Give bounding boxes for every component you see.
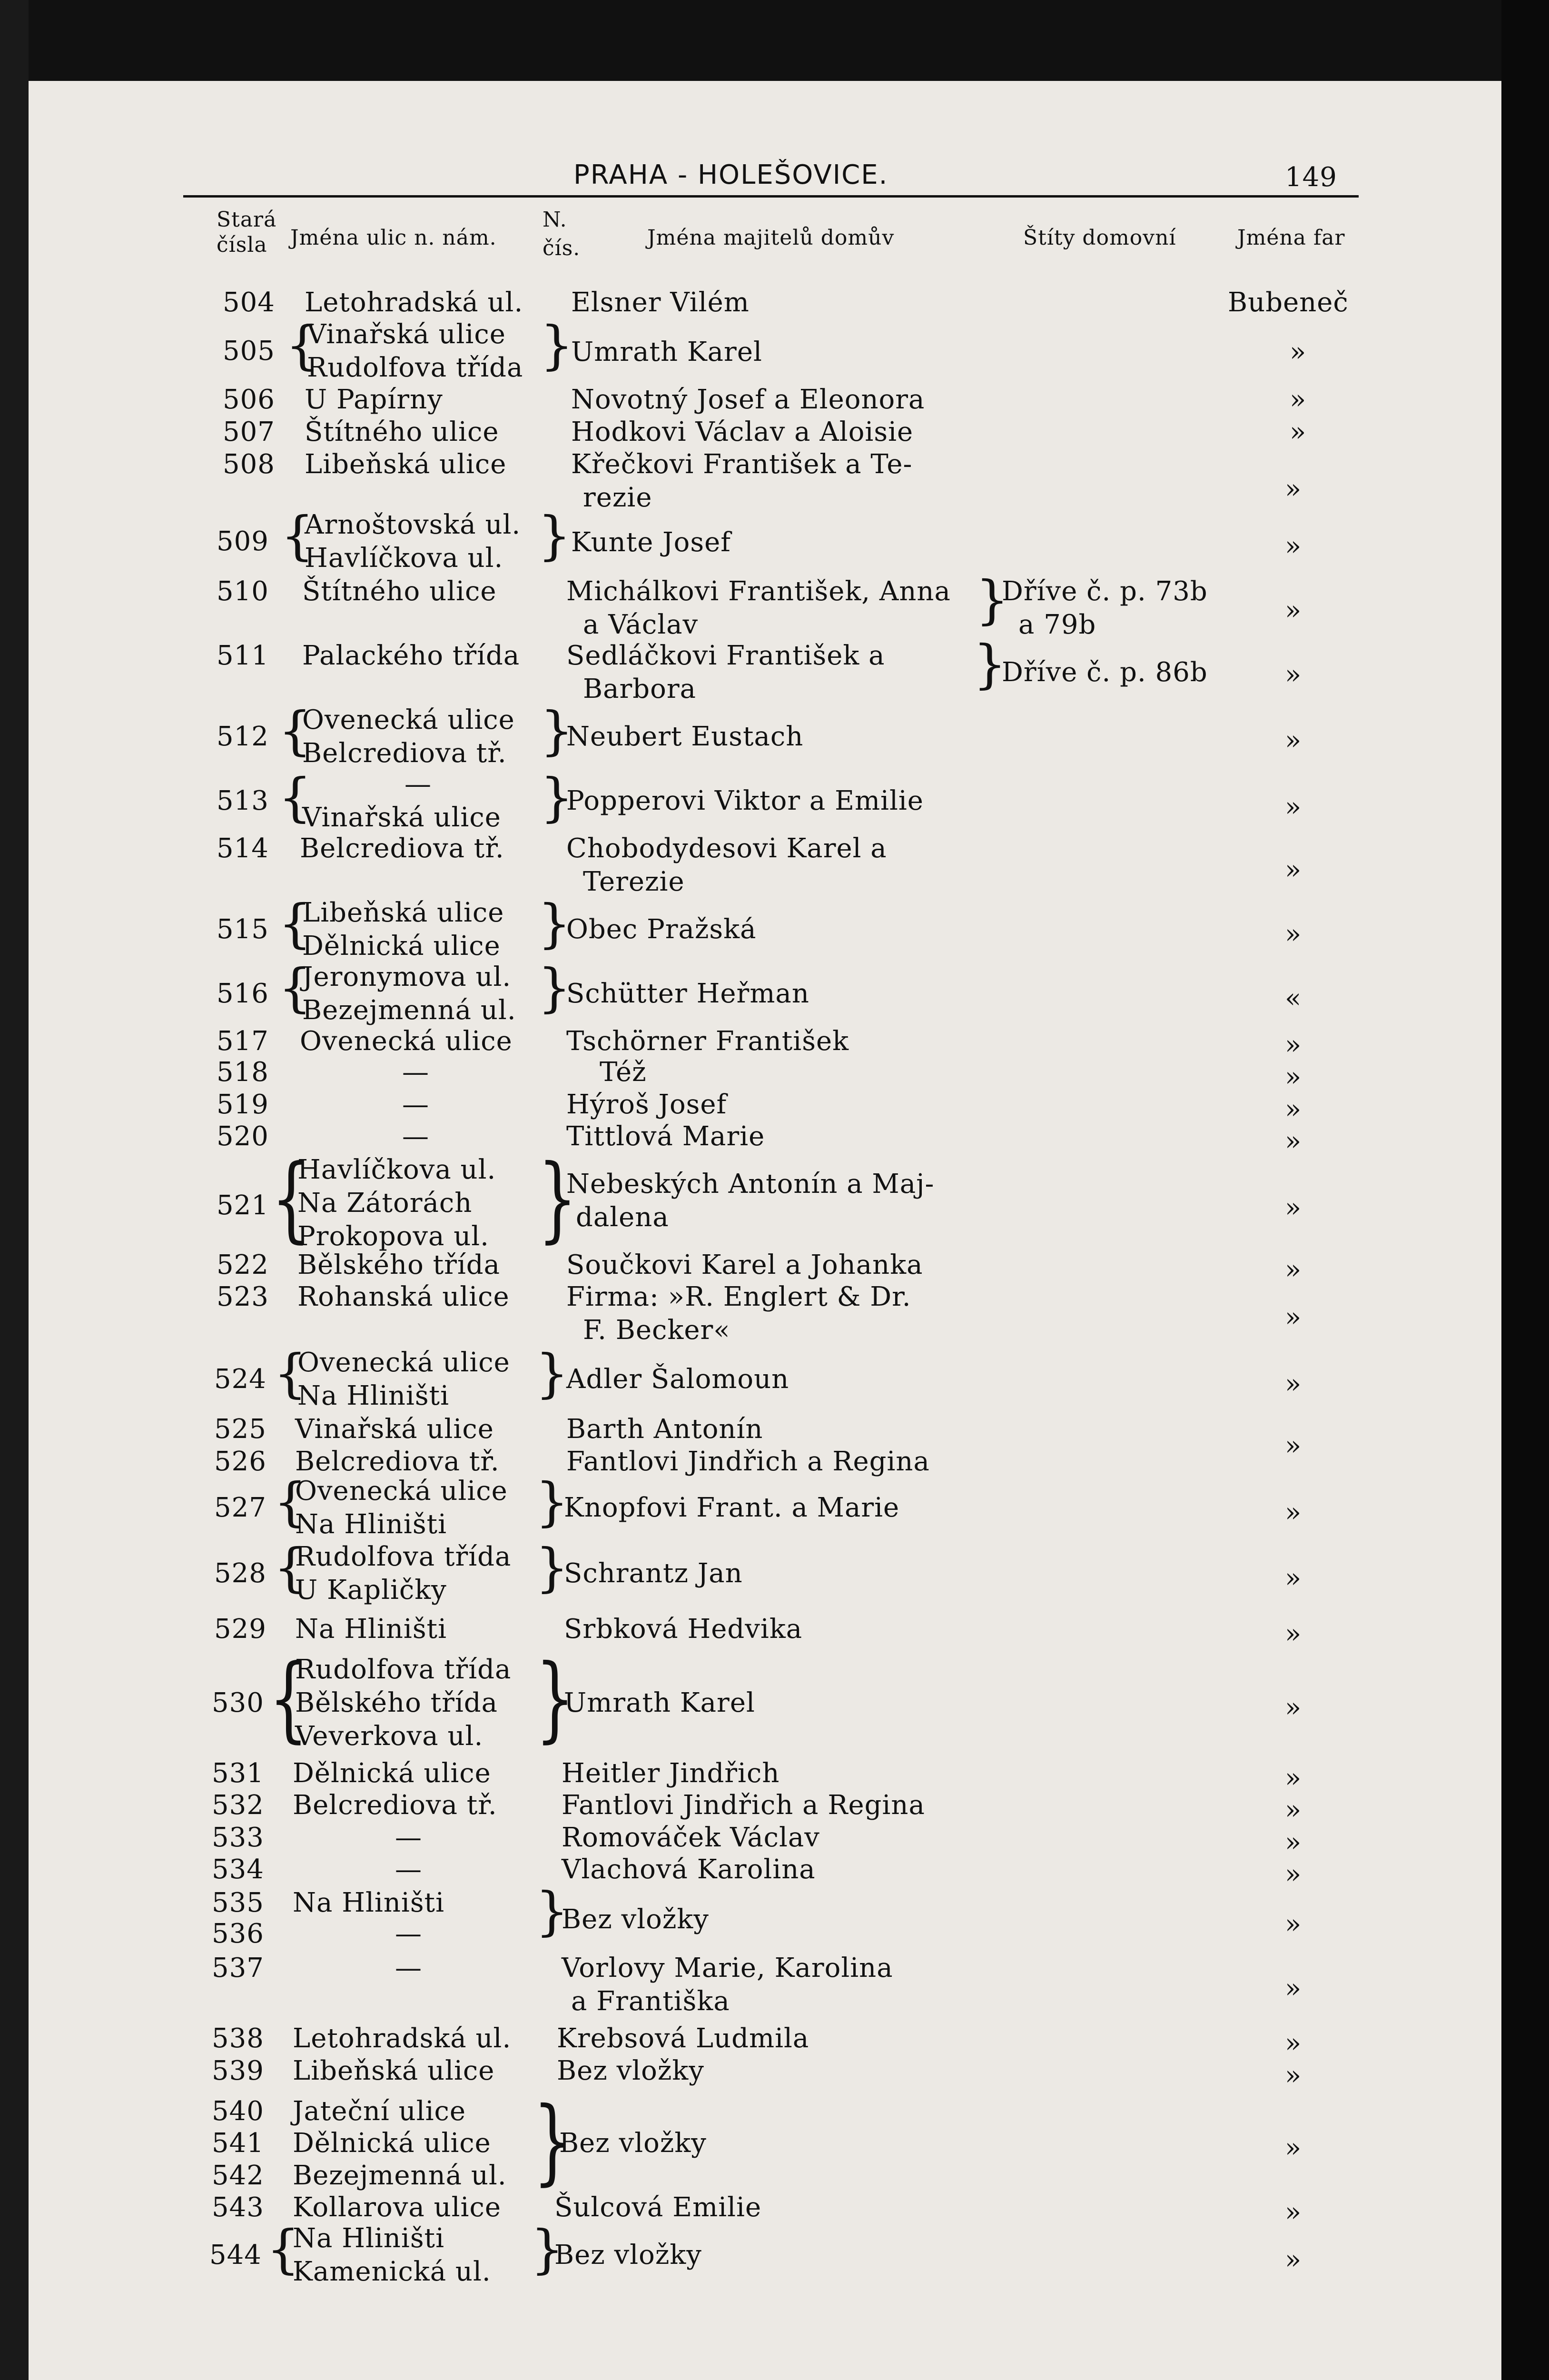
left-brace: { — [271, 1144, 311, 1253]
owner-name: Tittlová Marie — [566, 1121, 765, 1152]
owner-name: Heitler Jindřich — [562, 1758, 780, 1789]
owner-name: Vorlovy Marie, Karolina — [562, 1953, 893, 1983]
owner-name: Bez vložky — [559, 2128, 707, 2159]
ditto-mark: » — [1285, 1618, 1302, 1649]
owner-name: Bez vložky — [557, 2055, 704, 2086]
row-number: 507 — [223, 416, 275, 447]
ditto-mark: » — [1285, 919, 1302, 950]
street-name: Štítného ulice — [302, 576, 497, 607]
ditto-mark: » — [1285, 1430, 1302, 1461]
street-name: Belcrediova tř. — [300, 833, 504, 864]
street-name: Na Hliništi — [295, 1614, 447, 1645]
street-name: Ovenecká ulice — [302, 704, 515, 735]
owner-name: Chobodydesovi Karel a — [566, 833, 887, 864]
street-name: Kollarova ulice — [293, 2192, 501, 2223]
street-name: Vinařská ulice — [295, 1414, 494, 1445]
owner-name: Popperovi Viktor a Emilie — [566, 785, 924, 816]
street-name: Dělnická ulice — [293, 1758, 491, 1789]
ditto-mark: » — [1285, 1795, 1302, 1825]
col-stara-1: Stará — [217, 208, 277, 232]
col-ulice: Jména ulic n. nám. — [290, 226, 497, 250]
street-name: Bělského třída — [297, 1250, 501, 1280]
ditto-mark: » — [1285, 595, 1302, 626]
street-name: Libeňská ulice — [302, 897, 504, 928]
owner-name: Elsner Vilém — [571, 287, 750, 318]
ditto-mark: » — [1285, 2197, 1302, 2228]
row-number: 527 — [214, 1492, 266, 1523]
owner-name: Šulcová Emilie — [554, 2192, 762, 2223]
right-brace: } — [531, 2219, 564, 2280]
street-name: Ovenecká ulice — [297, 1347, 510, 1378]
ditto-mark: » — [1285, 1763, 1302, 1794]
ditto-mark: » — [1290, 416, 1307, 447]
row-number: 528 — [214, 1558, 266, 1589]
left-brace: { — [278, 767, 312, 828]
street-name: Vinařská ulice — [307, 319, 506, 350]
left-brace: { — [281, 505, 314, 566]
row-number: 544 — [209, 2240, 262, 2271]
row-number: 517 — [217, 1026, 269, 1057]
ditto-mark: » — [1285, 1563, 1302, 1594]
row-number: 539 — [212, 2055, 264, 2086]
row-number: 541 — [212, 2128, 264, 2159]
owner-name: Vlachová Karolina — [562, 1854, 816, 1885]
row-number: 518 — [217, 1057, 269, 1088]
owner-name: Knopfovi Frant. a Marie — [564, 1492, 900, 1523]
page-title: PRAHA - HOLEŠOVICE. — [573, 159, 888, 190]
left-brace: { — [278, 700, 312, 761]
note: a 79b — [1018, 609, 1096, 640]
row-number: 533 — [212, 1822, 264, 1853]
row-number: 523 — [217, 1281, 269, 1312]
street-name: U Papírny — [305, 384, 443, 415]
right-brace: } — [538, 1144, 577, 1253]
street-name: Štítného ulice — [305, 416, 499, 447]
street-name: Palackého třída — [302, 640, 520, 671]
ditto-mark: » — [1290, 337, 1307, 367]
owner-name: Fantlovi Jindřich a Regina — [562, 1790, 925, 1821]
row-number: 524 — [214, 1364, 266, 1395]
owner-name: Nebeských Antonín a Maj- — [566, 1169, 935, 1200]
row-number: 530 — [212, 1687, 264, 1718]
ditto-mark: » — [1285, 854, 1302, 885]
right-brace: } — [540, 315, 573, 376]
street-name: Veverkova ul. — [295, 1721, 483, 1752]
owner-name: Bez vložky — [562, 1904, 709, 1935]
note: Dříve č. p. 86b — [1002, 657, 1208, 688]
street-name: Na Hliništi — [295, 1509, 447, 1540]
row-number: 511 — [217, 640, 269, 671]
dash: — — [402, 1121, 429, 1152]
note: Dříve č. p. 73b — [1002, 576, 1208, 607]
ditto-mark: » — [1285, 1094, 1302, 1125]
left-brace: { — [286, 315, 319, 376]
row-number: 520 — [217, 1121, 269, 1152]
owner-name: Součkovi Karel a Johanka — [566, 1250, 923, 1280]
dash: — — [402, 1089, 429, 1120]
street-name: Ovenecká ulice — [300, 1026, 513, 1057]
col-stara-2: čísla — [217, 233, 267, 257]
right-brace: } — [535, 1537, 569, 1598]
ditto-mark: » — [1285, 1909, 1302, 1940]
street-name: Belcrediova tř. — [302, 738, 507, 769]
right-brace: } — [538, 957, 571, 1018]
row-number: 538 — [212, 2023, 264, 2054]
ditto-mark: » — [1285, 2060, 1302, 2091]
owner-name: rezie — [583, 482, 652, 513]
street-name: Arnoštovská ul. — [305, 509, 521, 540]
left-brace: { — [274, 1343, 307, 1404]
owner-name: Barth Antonín — [566, 1414, 763, 1445]
ditto-mark: » — [1285, 531, 1302, 562]
ditto-mark: » — [1285, 1827, 1302, 1858]
street-name: Na Hliništi — [293, 1887, 444, 1918]
ditto-mark: » — [1285, 1497, 1302, 1528]
left-brace: { — [278, 957, 312, 1018]
right-brace: } — [538, 893, 571, 954]
street-name: Bezejmenná ul. — [293, 2160, 507, 2191]
ditto-mark: » — [1285, 792, 1302, 823]
ditto-mark: » — [1285, 2028, 1302, 2059]
ditto-mark: » — [1285, 1126, 1302, 1157]
col-majitel: Jména majitelů domův — [647, 226, 895, 250]
owner-name: Křečkovi František a Te- — [571, 449, 913, 480]
ditto-mark: » — [1285, 1254, 1302, 1285]
street-name: Kamenická ul. — [293, 2256, 491, 2287]
left-brace: { — [266, 2219, 300, 2280]
owner-name: Sedláčkovi František a — [566, 640, 885, 671]
right-brace: } — [535, 1471, 569, 1532]
row-number: 531 — [212, 1758, 264, 1789]
owner-name: Bez vložky — [554, 2240, 702, 2271]
ditto-mark: » — [1285, 1192, 1302, 1223]
owner-name: Michálkovi František, Anna — [566, 576, 951, 607]
left-brace: { — [278, 893, 312, 954]
row-number: 543 — [212, 2192, 264, 2223]
row-number: 505 — [223, 336, 275, 367]
left-brace: { — [274, 1471, 307, 1532]
street-name: Jeronymova ul. — [302, 962, 512, 992]
owner-name: Romováček Václav — [562, 1822, 820, 1853]
ditto-mark: « — [1285, 983, 1302, 1014]
right-brace: } — [533, 2086, 572, 2195]
owner-name: Obec Pražská — [566, 914, 757, 945]
ditto-mark: » — [1285, 474, 1302, 505]
row-number: 540 — [212, 2096, 264, 2127]
ditto-mark: » — [1285, 725, 1302, 756]
ditto-mark: » — [1285, 1973, 1302, 2004]
row-number: 535 — [212, 1887, 264, 1918]
row-number: 516 — [217, 978, 269, 1009]
row-number: 513 — [217, 785, 269, 816]
owner-name: a Františka — [571, 1986, 730, 2017]
row-number: 512 — [217, 721, 269, 752]
row-number: 521 — [217, 1190, 269, 1221]
street-name: Rudolfova třída — [295, 1654, 512, 1685]
street-name: Dělnická ulice — [302, 931, 501, 962]
ditto-mark: » — [1285, 1692, 1302, 1723]
owner-name: Hýroš Josef — [566, 1089, 727, 1120]
street-name: Libeňská ulice — [293, 2055, 495, 2086]
owner-name: Firma: »R. Englert & Dr. — [566, 1281, 911, 1312]
ditto-mark: » — [1285, 1030, 1302, 1061]
street-name: Rudolfova třída — [307, 352, 523, 383]
ditto-mark: » — [1285, 1302, 1302, 1333]
owner-name: Schrantz Jan — [564, 1558, 743, 1589]
row-number: 506 — [223, 384, 275, 415]
dash: — — [395, 1918, 422, 1949]
row-number: 519 — [217, 1089, 269, 1120]
right-brace: } — [535, 1881, 569, 1942]
right-brace: } — [976, 569, 1009, 630]
owner-name: Schütter Heřman — [566, 978, 809, 1009]
ditto-mark: » — [1290, 384, 1307, 415]
street-name: Prokopova ul. — [297, 1221, 489, 1252]
right-brace: } — [973, 634, 1006, 694]
street-name: U Kapličky — [295, 1575, 447, 1606]
row-number: 504 — [223, 287, 275, 318]
ditto-mark: » — [1285, 2244, 1302, 2275]
owner-name: Umrath Karel — [564, 1687, 755, 1718]
owner-name: Hodkovi Václav a Aloisie — [571, 416, 914, 447]
owner-name: Kunte Josef — [571, 527, 731, 558]
street-name: Na Hliništi — [297, 1380, 449, 1411]
owner-name: F. Becker« — [583, 1315, 730, 1346]
left-brace: { — [269, 1644, 308, 1753]
right-brace: } — [540, 767, 573, 828]
owner-name: Fantlovi Jindřich a Regina — [566, 1446, 930, 1477]
owner-name: Též — [600, 1057, 647, 1088]
right-brace: } — [540, 700, 573, 761]
ditto-mark: » — [1285, 1859, 1302, 1890]
street-name: Letohradská ul. — [305, 287, 523, 318]
col-stity: Štíty domovní — [1023, 226, 1176, 250]
row-number: 514 — [217, 833, 269, 864]
owner-name: Barbora — [583, 674, 697, 704]
street-name: Rohanská ulice — [297, 1281, 510, 1312]
owner-name: Umrath Karel — [571, 337, 762, 367]
scan-edge — [0, 0, 29, 2380]
street-name: Letohradská ul. — [293, 2023, 512, 2054]
street-name: Ovenecká ulice — [295, 1476, 508, 1507]
ditto-mark: » — [1285, 659, 1302, 690]
street-name: Havlíčkova ul. — [297, 1154, 496, 1185]
ditto-mark: » — [1285, 2132, 1302, 2163]
right-brace: } — [538, 505, 571, 566]
row-number: 534 — [212, 1854, 264, 1885]
page-number: 149 — [1285, 162, 1337, 193]
street-name: Jateční ulice — [293, 2096, 466, 2127]
right-brace: } — [535, 1343, 569, 1404]
owner-name: a Václav — [583, 609, 699, 640]
row-number: 536 — [212, 1918, 264, 1949]
owner-name: Neubert Eustach — [566, 721, 804, 752]
row-number: 542 — [212, 2160, 264, 2191]
street-name: Dělnická ulice — [293, 2128, 491, 2159]
dash: — — [395, 1953, 422, 1983]
owner-name: Srbková Hedvika — [564, 1614, 803, 1645]
owner-name: Terezie — [583, 866, 685, 897]
owner-name: Adler Šalomoun — [566, 1364, 789, 1395]
dash: — — [405, 769, 432, 800]
owner-name: Krebsová Ludmila — [557, 2023, 809, 2054]
street-name: Na Zátorách — [297, 1188, 473, 1219]
ditto-mark: » — [1285, 1061, 1302, 1092]
dash: — — [395, 1822, 422, 1853]
dash: — — [395, 1854, 422, 1885]
right-brace: } — [535, 1644, 575, 1753]
owner-name: dalena — [576, 1202, 669, 1233]
col-n-1: N. — [543, 208, 567, 232]
street-name: Belcrediova tř. — [293, 1790, 497, 1821]
row-number: 515 — [217, 914, 269, 945]
row-number: 529 — [214, 1614, 266, 1645]
street-name: Rudolfova třída — [295, 1541, 512, 1572]
row-number: 510 — [217, 576, 269, 607]
parish-name: Bubeneč — [1228, 287, 1349, 318]
street-name: Havlíčkova ul. — [305, 543, 503, 574]
dash: — — [402, 1057, 429, 1088]
street-name: Bělského třída — [295, 1687, 498, 1718]
ditto-mark: » — [1285, 1368, 1302, 1399]
row-number: 509 — [217, 526, 269, 557]
row-number: 532 — [212, 1790, 264, 1821]
owner-name: Tschörner František — [566, 1026, 849, 1057]
street-name: Belcrediova tř. — [295, 1446, 500, 1477]
owner-name: Novotný Josef a Eleonora — [571, 384, 925, 415]
row-number: 508 — [223, 449, 275, 480]
col-n-2: čís. — [543, 236, 581, 260]
street-name: Na Hliništi — [293, 2223, 444, 2254]
col-far: Jména far — [1237, 226, 1345, 250]
row-number: 525 — [214, 1414, 266, 1445]
row-number: 537 — [212, 1953, 264, 1983]
left-brace: { — [274, 1537, 307, 1598]
row-number: 522 — [217, 1250, 269, 1280]
row-number: 526 — [214, 1446, 266, 1477]
header-rule — [183, 195, 1359, 198]
street-name: Vinařská ulice — [302, 802, 501, 833]
street-name: Bezejmenná ul. — [302, 995, 516, 1026]
street-name: Libeňská ulice — [305, 449, 507, 480]
